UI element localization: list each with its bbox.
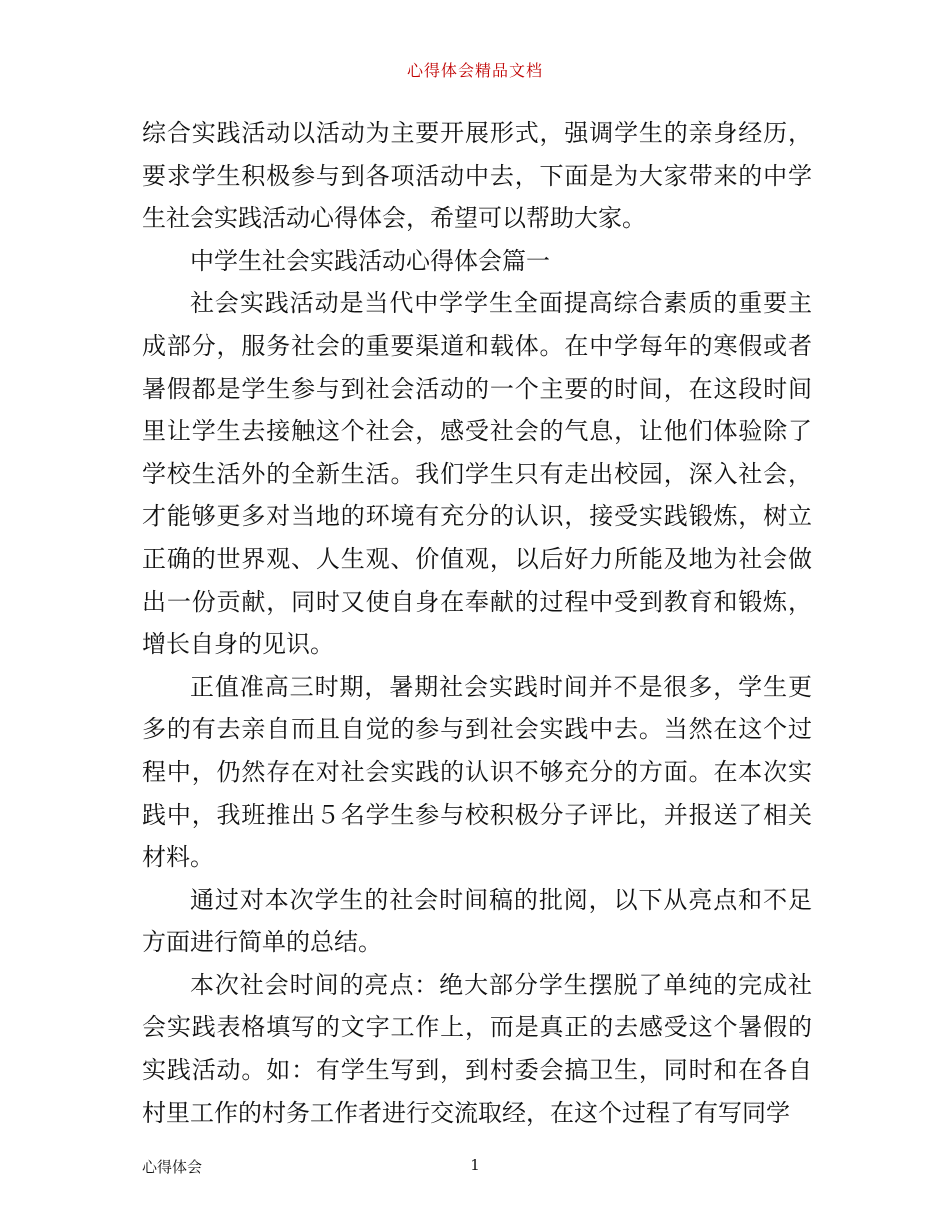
page-header-title: 心得体会精品文档: [406, 61, 543, 80]
page-number: 1: [470, 1156, 480, 1174]
paragraph-intro: 综合实践活动以活动为主要开展形式，强调学生的亲身经历，要求学生积极参与到各项活动中去，下面是为大家带来的中学生社会实践活动心得体会，希望可以帮助大家。: [142, 119, 812, 233]
footer-label: 心得体会: [142, 1158, 203, 1176]
document-body: [142, 112, 812, 1134]
paragraph: 正值准高三时期，暑期社会实践时间并不是很多，学生更多的有去亲自而且自觉的参与到社会实践中去。当然在这个过程中，仍然存在对社会实践的认识不够充分的方面。在本次实践中，我班推出５名学生参与校积极分子评比，并报送了相关材料。: [142, 672, 812, 872]
paragraph: 通过对本次学生的社会时间稿的批阅，以下从亮点和不足方面进行简单的总结。: [142, 885, 812, 957]
section-heading: 中学生社会实践活动心得体会篇一: [190, 246, 550, 275]
paragraph: 本次社会时间的亮点：绝大部分学生摆脱了单纯的完成社会实践表格填写的文字工作上，而是真正的去感受这个暑假的实践活动。如：有学生写到，到村委会搞卫生，同时和在各自村里工作的村务工作者进行交流取经，在这个过程了有写同学: [142, 970, 812, 1127]
paragraph: 社会实践活动是当代中学学生全面提高综合素质的重要主成部分，服务社会的重要渠道和载体。在中学每年的寒假或者暑假都是学生参与到社会活动的一个主要的时间，在这段时间里让学生去接触这个社会，感受社会的气息，让他们体验除了学校生活外的全新生活。我们学生只有走出校园，深入社会，才能够更多对当地的环境有充分的认识，接受实践锻炼，树立正确的世界观、人生观、价值观，以后好力所能及地为社会做出一份贡献，同时又使自身在奉献的过程中受到教育和锻炼，增长自身的见识。: [142, 289, 812, 659]
